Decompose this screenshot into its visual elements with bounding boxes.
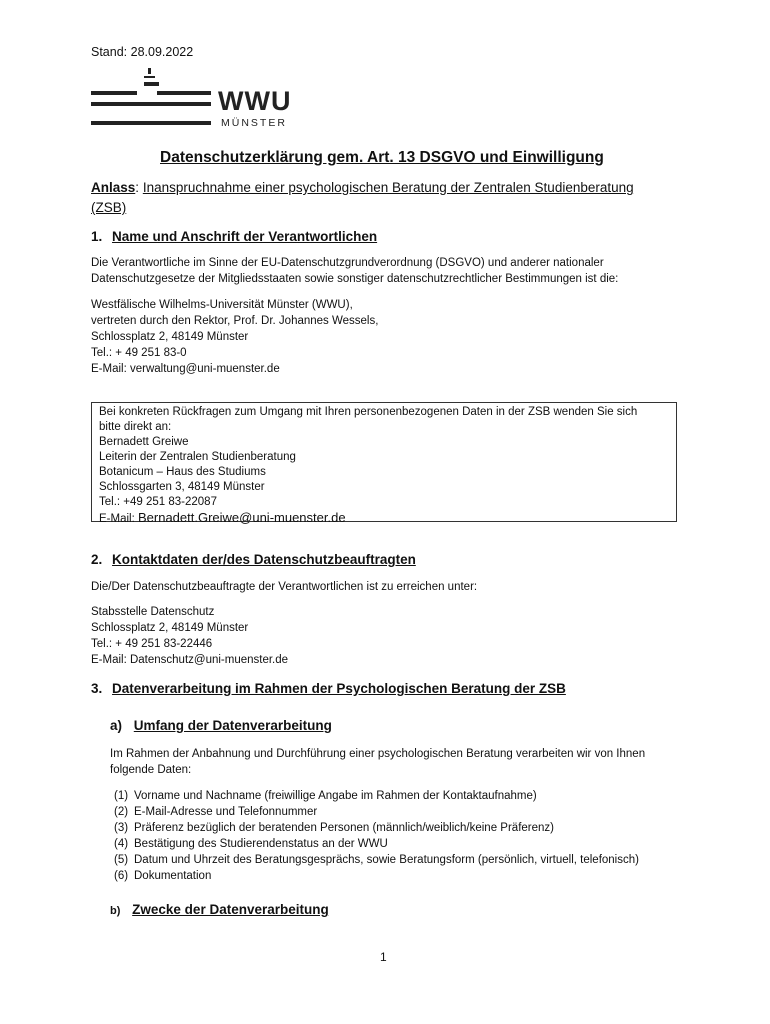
section3-number: 3. [91, 681, 103, 696]
wwu-logo [91, 68, 291, 130]
address-line: Tel.: + 49 251 83-0 [91, 347, 187, 359]
address-line: Schlossplatz 2, 48149 Münster [91, 331, 249, 343]
logo-muenster-text: MÜNSTER [221, 117, 287, 129]
box-email-line [99, 510, 676, 527]
stand-date: Stand: 28.09.2022 [91, 45, 194, 59]
section1-intro [91, 255, 691, 287]
anlass-block [91, 178, 691, 218]
section1-intro-line2: Datenschutzgesetze der Mitgliedsstaaten sowie sonstiger datenschutzrechtlicher Bestimmungen ist die: [91, 273, 619, 285]
box-line: Leiterin der Zentralen Studienberatung [99, 451, 296, 463]
box-line: Schlossgarten 3, 48149 Münster [99, 481, 265, 493]
anlass-colon: : [135, 180, 140, 195]
address-line: Tel.: + 49 251 83-22446 [91, 638, 213, 650]
address-line: Schlossplatz 2, 48149 Münster [91, 622, 249, 634]
address-line: vertreten durch den Rektor, Prof. Dr. Johannes Wessels, [91, 315, 379, 327]
section2-number: 2. [91, 552, 103, 567]
section2-heading [91, 552, 416, 567]
section3a-intro-line2: folgende Daten: [110, 764, 192, 776]
logo-wwu-text: WWU [218, 86, 292, 116]
section3a-heading [110, 718, 332, 733]
section3b-title: Zwecke der Datenverarbeitung [132, 902, 329, 917]
address-line: Westfälische Wilhelms-Universität Münster (WWU), [91, 299, 353, 311]
box-email-link[interactable]: Bernadett.Greiwe@uni-muenster.de [137, 510, 346, 525]
section1-heading [91, 229, 377, 244]
section3b-label: b) [110, 905, 121, 917]
section3a-label: a) [110, 718, 123, 733]
section3a-title: Umfang der Datenverarbeitung [133, 718, 332, 733]
anlass-text-line2: (ZSB) [91, 200, 127, 215]
box-email-label: E-Mail: [99, 513, 138, 525]
list-item: (1) Vorname und Nachname (freiwillige Angabe im Rahmen der Kontaktaufnahme) [114, 790, 537, 802]
section2-intro: Die/Der Datenschutzbeauftragte der Verantwortlichen ist zu erreichen unter: [91, 581, 478, 593]
section2-address [91, 604, 691, 668]
page-number: 1 [380, 950, 387, 964]
address-line: Stabsstelle Datenschutz [91, 606, 215, 618]
box-line: Botanicum – Haus des Studiums [99, 466, 266, 478]
section1-address [91, 297, 691, 377]
section3-title: Datenverarbeitung im Rahmen der Psychologischen Beratung der ZSB [112, 681, 566, 696]
box-line: Bernadett Greiwe [99, 436, 189, 448]
anlass-text-line1: Inanspruchnahme einer psychologischen Beratung der Zentralen Studienberatung [142, 180, 634, 195]
zsb-contact-box [91, 402, 677, 525]
section3b-heading [110, 902, 329, 917]
section3a-intro [110, 746, 690, 778]
list-item: (3) Präferenz bezüglich der beratenden Personen (männlich/weiblich/keine Präferenz) [114, 822, 554, 834]
box-line: Bei konkreten Rückfragen zum Umgang mit Ihren personenbezogenen Daten in der ZSB wenden Sie sich [99, 406, 638, 418]
section2-title: Kontaktdaten der/des Datenschutzbeauftragten [112, 552, 416, 567]
anlass-label: Anlass [91, 180, 136, 195]
section1-intro-line1: Die Verantwortliche im Sinne der EU-Datenschutzgrundverordnung (DSGVO) und anderer nationaler [91, 257, 604, 269]
list-item: (6) Dokumentation [114, 870, 212, 882]
list-item: (5) Datum und Uhrzeit des Beratungsgesprächs, sowie Beratungsform (persönlich, virtuell, telefonisch) [114, 854, 639, 866]
box-line: bitte direkt an: [99, 421, 172, 433]
section1-number: 1. [91, 229, 103, 244]
section3a-intro-line1: Im Rahmen der Anbahnung und Durchführung einer psychologischen Beratung verarbeiten wir von Ihnen [110, 748, 646, 760]
section1-title: Name und Anschrift der Verantwortlichen [112, 229, 378, 244]
list-item: (4) Bestätigung des Studierendenstatus an der WWU [114, 838, 388, 850]
box-line: Tel.: +49 251 83-22087 [99, 496, 217, 508]
address-line: E-Mail: verwaltung@uni-muenster.de [91, 363, 280, 375]
list-item: (2) E-Mail-Adresse und Telefonnummer [114, 806, 318, 818]
section3-heading [91, 681, 566, 696]
document-title: Datenschutzerklärung gem. Art. 13 DSGVO und Einwilligung [160, 149, 604, 166]
address-line: E-Mail: Datenschutz@uni-muenster.de [91, 654, 289, 666]
